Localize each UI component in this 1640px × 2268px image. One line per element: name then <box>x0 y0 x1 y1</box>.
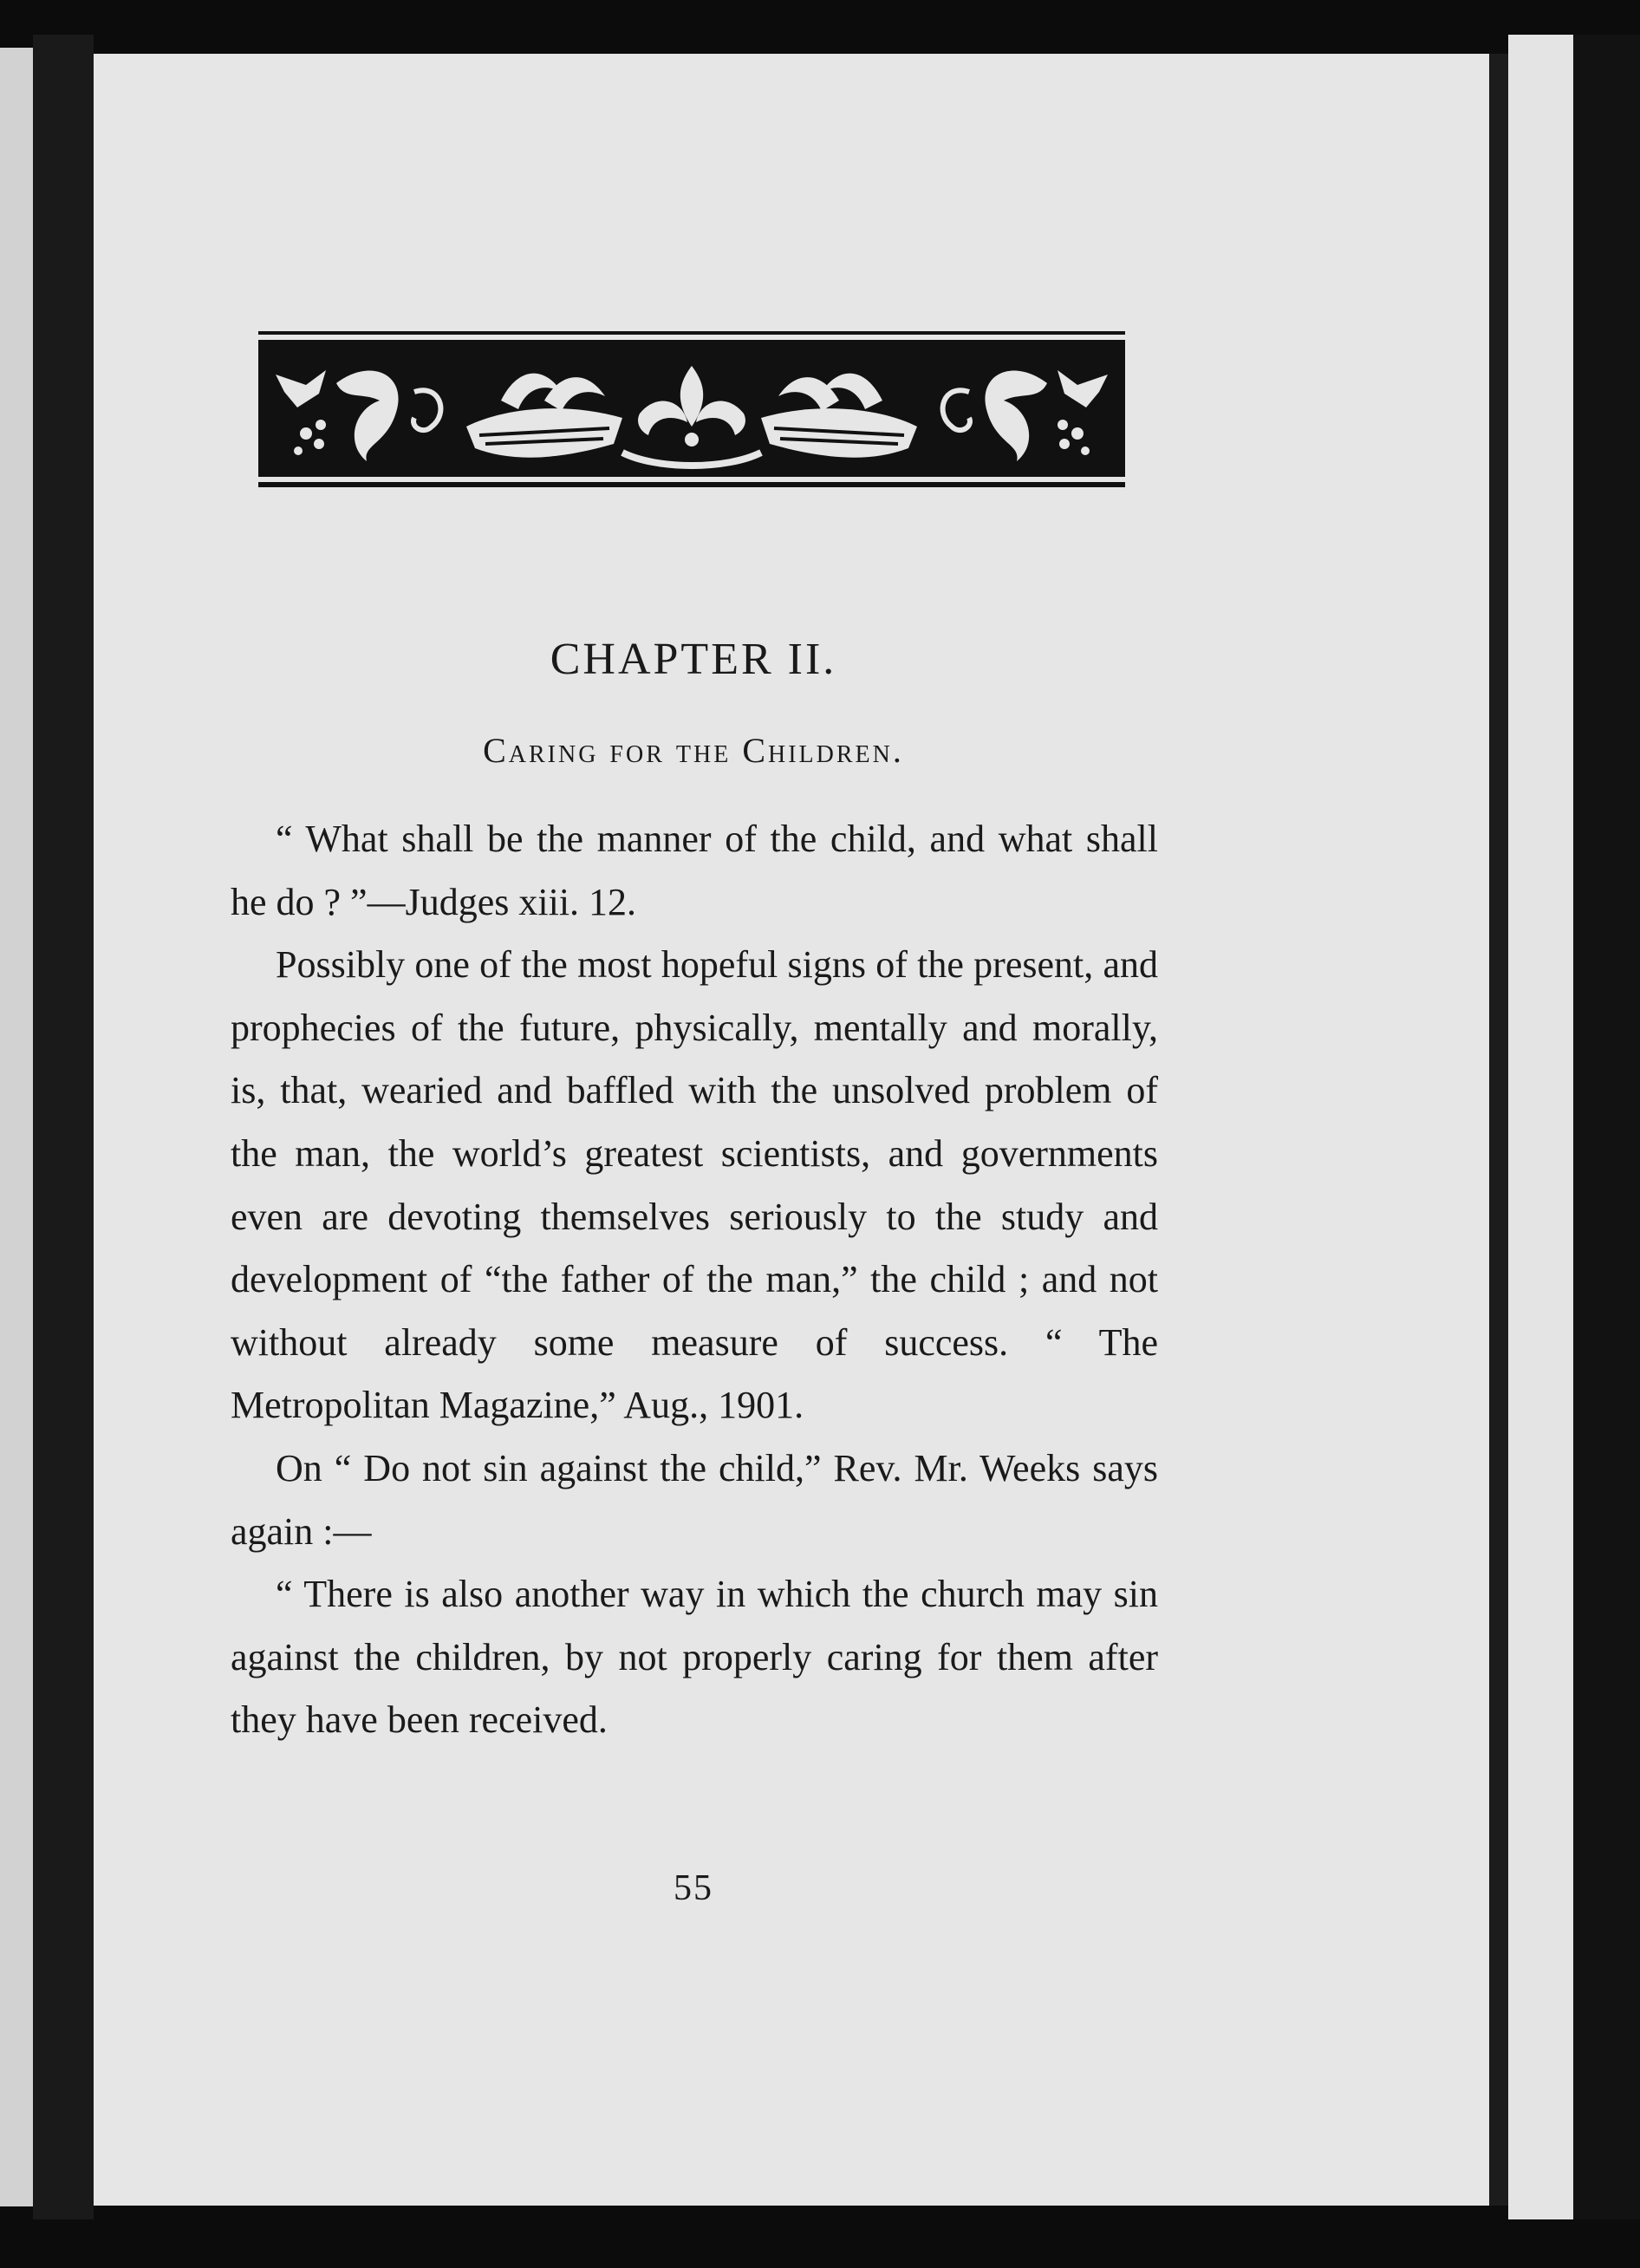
body-paragraph: “ There is also another way in which the church may sin against the children, by not properly caring for them after they have been received. <box>231 1573 1158 1742</box>
ornamental-headpiece <box>258 331 1125 489</box>
epigraph-paragraph: “ What shall be the manner of the child, and what shall he do ? ”—Judges xiii. 12. <box>231 818 1158 923</box>
right-scan-border <box>1573 35 1640 2219</box>
page-shadow-edge <box>1489 54 1508 2206</box>
left-page-edge <box>0 48 33 2206</box>
chapter-subtitle: Caring for the Children. <box>483 731 904 770</box>
page-number: 55 <box>674 1868 713 1908</box>
book-spine <box>33 35 94 2219</box>
body-paragraph: Possibly one of the most hopeful signs of the present, and prophecies of the future, physically, mentally and morally, is, that, wearied and baffled with the unsolved problem of the man, the world’s greatest scientists, and governments even are devoting themselves seriously to the study and development of “the father of the man,” the child ; and not without already some measure of success. “ The Metropolitan Magazine,” Aug., 1901. <box>231 943 1158 1427</box>
chapter-heading: CHAPTER II. <box>550 635 837 684</box>
body-text <box>231 808 1158 1752</box>
body-paragraph: On “ Do not sin against the child,” Rev. Mr. Weeks says again :— <box>231 1446 1158 1553</box>
right-page-edge <box>1508 35 1573 2219</box>
